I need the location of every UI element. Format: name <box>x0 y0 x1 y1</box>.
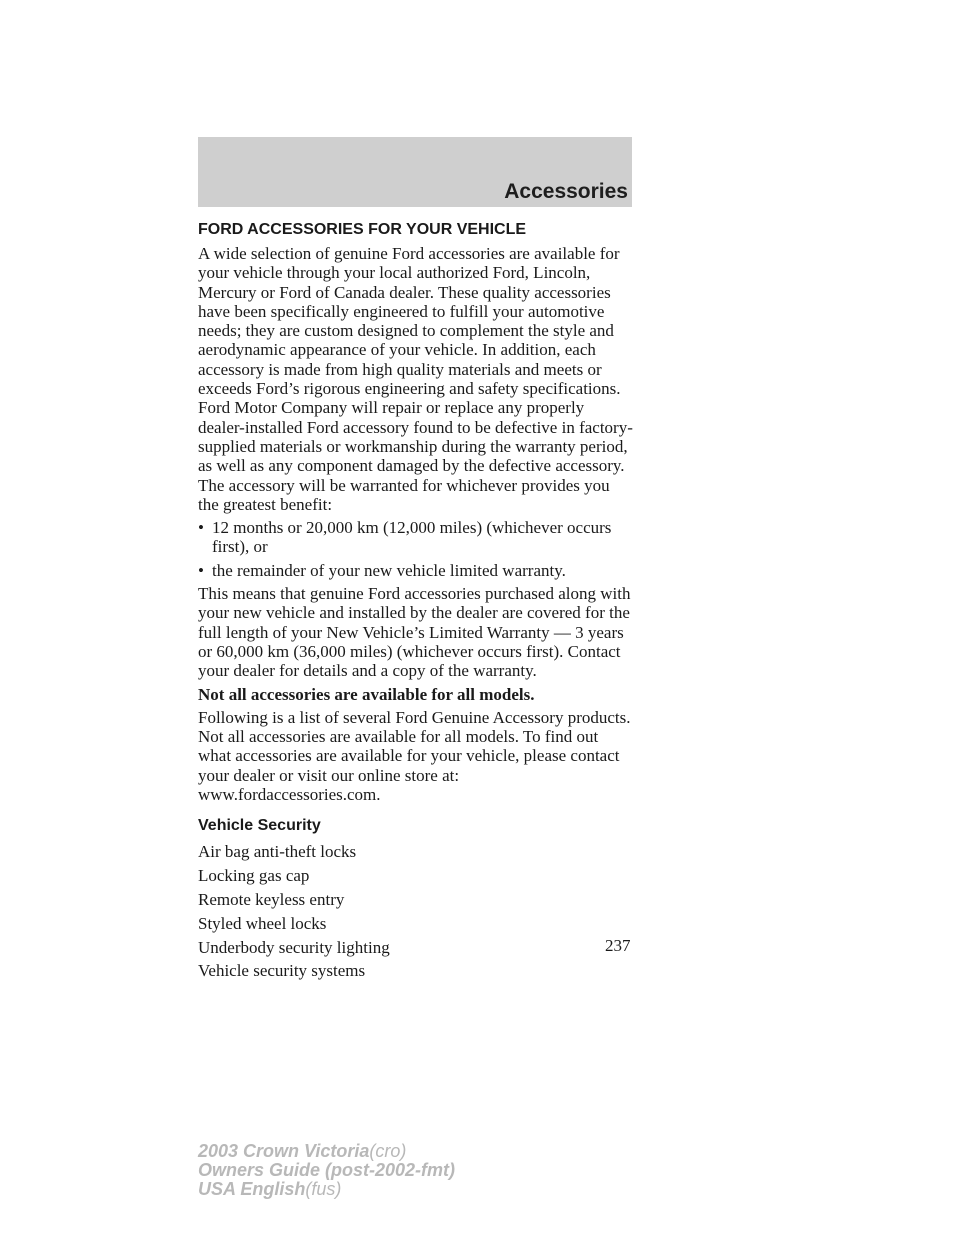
availability-note: Not all accessories are available for all models. <box>198 684 535 704</box>
vehicle-security-heading: Vehicle Security <box>198 817 321 835</box>
warranty-paragraph: This means that genuine Ford accessories purchased along with your new vehicle and installed by the dealer are covered for the full length of your New Vehicle’s Limited Warranty — 3 years or 60,000 km (36,000 miles) (whichever occurs first). Contact your dealer for details and a copy of the warranty. <box>198 584 631 681</box>
header-band <box>198 137 632 207</box>
list-item: Styled wheel locks <box>198 913 327 933</box>
list-item: • the remainder of your new vehicle limited warranty. <box>198 560 566 580</box>
bullet-icon: • <box>198 560 204 580</box>
bullet-icon: • <box>198 518 204 538</box>
main-content <box>198 220 634 985</box>
list-item: Locking gas cap <box>198 866 310 886</box>
list-item: Underbody security lighting <box>198 937 390 957</box>
list-item: Vehicle security systems <box>198 961 366 981</box>
vehicle-security-list <box>198 842 634 980</box>
chapter-title: Accessories <box>504 180 628 203</box>
document-footer <box>198 1142 455 1199</box>
warranty-options-list <box>198 518 634 580</box>
footer-line-language: USA English(fus) <box>198 1179 342 1199</box>
footer-line-guide: Owners Guide (post-2002-fmt) <box>198 1160 456 1180</box>
intro-paragraph: A wide selection of genuine Ford accessories are available for your vehicle through your local authorized Ford, Lincoln, Mercury or Ford of Canada dealer. These quality accessories have been specifically engineered to fulfill your automotive needs; they are custom designed to complement the style and aerodynamic appearance of your vehicle. In addition, each accessory is made from high quality materials and meets or exceeds Ford’s rigorous engineering and safety specifications. Ford Motor Company will repair or replace any properly dealer-installed Ford accessory found to be defective in factory-supplied materials or workmanship during the warranty period, as well as any component damaged by the defective accessory. The accessory will be warranted for whichever provides you the greatest benefit: <box>198 244 633 514</box>
footer-line-model: 2003 Crown Victoria(cro) <box>198 1141 407 1161</box>
section-title: FORD ACCESSORIES FOR YOUR VEHICLE <box>198 221 527 238</box>
list-intro-paragraph: Following is a list of several Ford Genuine Accessory products. Not all accessories are available for all models. To find out what accessories are available for your vehicle, please contact your dealer or visit our online store at: www.fordaccessories.com. <box>198 707 631 805</box>
list-item: • 12 months or 20,000 km (12,000 miles) (whichever occurs first), or <box>198 518 612 557</box>
list-item: Remote keyless entry <box>198 889 345 909</box>
page-number: 237 <box>605 936 631 955</box>
list-item: Air bag anti-theft locks <box>198 842 357 862</box>
